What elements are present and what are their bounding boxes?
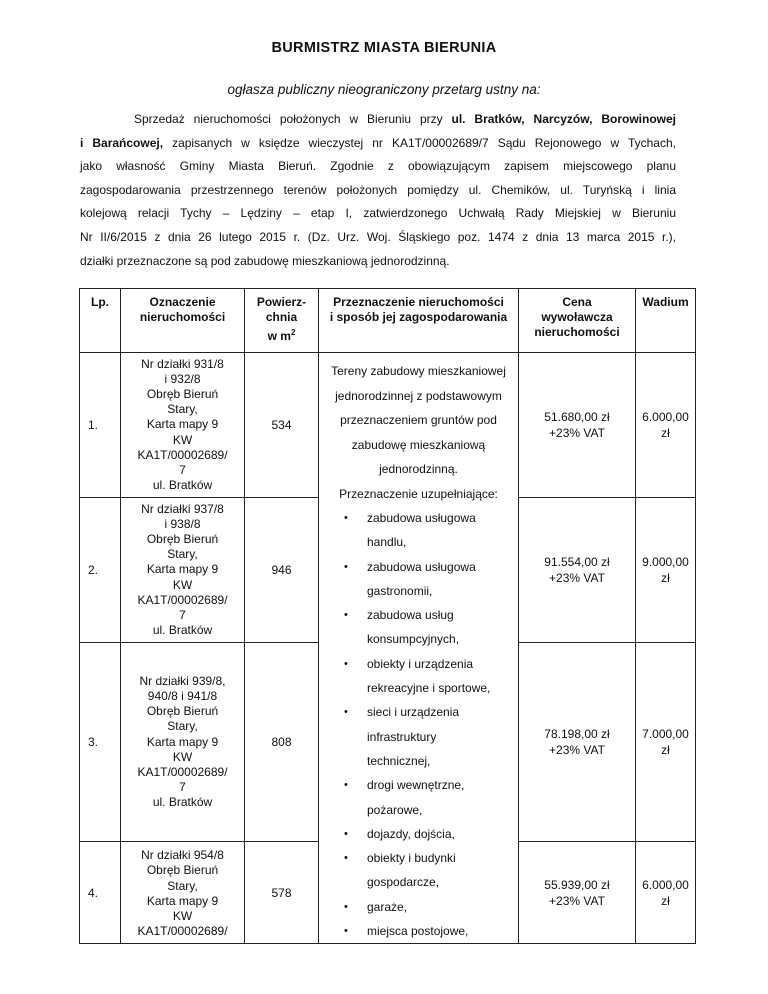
row-wadium: 9.000,00 zł bbox=[636, 498, 696, 643]
row-wadium: 6.000,00 zł bbox=[636, 842, 696, 944]
row-lp: 3. bbox=[80, 643, 121, 842]
row-wadium: 6.000,00 zł bbox=[636, 353, 696, 498]
row-oznaczenie: Nr działki 954/8 Obręb Bieruń Stary, Karta mapy 9 KW KA1T/00002689/ bbox=[121, 842, 245, 944]
header-przeznaczenie: Przeznaczenie nieruchomości i sposób jej zagospodarowania bbox=[319, 289, 519, 353]
list-item: • obiekty i budynki gospodarcze, bbox=[344, 851, 456, 890]
row-oznaczenie: Nr działki 937/8 i 938/8 Obręb Bieruń Stary, Karta mapy 9 KW KA1T/00002689/ 7 ul. Bratków bbox=[121, 498, 245, 643]
row-lp: 1. bbox=[80, 353, 121, 498]
list-item: • zabudowa usługowa gastronomii, bbox=[344, 559, 476, 598]
intro-line-6: Nr II/6/2015 z dnia 26 lutego 2015 r. (Dz. Urz. Woj. Śląskiego poz. 1474 z dnia 13 marca 2015 r.), bbox=[80, 229, 676, 244]
row-powierzchnia: 534 bbox=[245, 353, 319, 498]
intro-line-7: działki przeznaczone są pod zabudowę mieszkaniową jednorodzinną. bbox=[80, 253, 450, 268]
intro-paragraph bbox=[80, 108, 676, 273]
row-cena: 51.680,00 zł +23% VAT bbox=[519, 353, 636, 498]
row-powierzchnia: 578 bbox=[245, 842, 319, 944]
list-item: • miejsca postojowe, bbox=[344, 924, 469, 939]
row-wadium: 7.000,00 zł bbox=[636, 643, 696, 842]
row-cena: 78.198,00 zł +23% VAT bbox=[519, 643, 636, 842]
intro-line-3: jako własność Gminy Miasta Bieruń. Zgodnie z obowiązującym zapisem miejscowego planu bbox=[80, 159, 676, 174]
przeznaczenie-list bbox=[319, 506, 518, 943]
row-oznaczenie: Nr działki 939/8, 940/8 i 941/8 Obręb Bieruń Stary, Karta mapy 9 KW KA1T/00002689/ 7 ul. Bratków bbox=[121, 643, 245, 842]
table-header-row bbox=[80, 289, 696, 353]
row-oznaczenie: Nr działki 931/8 i 932/8 Obręb Bieruń Stary, Karta mapy 9 KW KA1T/00002689/ 7 ul. Bratków bbox=[121, 353, 245, 498]
header-powierzchnia: Powierz- chnia w $m^2$ bbox=[245, 289, 319, 353]
header-lp: Lp. bbox=[80, 289, 121, 353]
list-item: • zabudowa usługowa handlu, bbox=[344, 511, 476, 550]
intro-line-2: i Barańcowej, zapisanych w księdze wieczystej nr KA1T/00002689/7 Sądu Rejonowego w Tychach, bbox=[80, 135, 676, 150]
przeznaczenie-cell bbox=[319, 353, 519, 944]
row-lp: 4. bbox=[80, 842, 121, 944]
row-lp: 2. bbox=[80, 498, 121, 643]
row-cena: 55.939,00 zł +23% VAT bbox=[519, 842, 636, 944]
list-item: • garaże, bbox=[344, 899, 408, 914]
row-powierzchnia: 946 bbox=[245, 498, 319, 643]
header-wadium: Wadium bbox=[636, 289, 696, 353]
intro-line-5: kolejową relacji Tychy – Lędziny – etap I, zatwierdzonego Uchwałą Rady Miejskiej w Bieruniu bbox=[80, 206, 676, 221]
intro-line-4: zagospodarowania przestrzennego terenów położonych pomiędzy ul. Chemików, ul. Turyńską i linia bbox=[80, 182, 676, 197]
property-table bbox=[79, 288, 696, 944]
intro-line-1: Sprzedaż nieruchomości położonych w Bieruniu przy ul. Bratków, Narcyzów, Borowinowej bbox=[134, 112, 677, 126]
row-cena: 91.554,00 zł +23% VAT bbox=[519, 498, 636, 643]
table-row bbox=[80, 353, 696, 498]
header-cena: Cena wywoławcza nieruchomości bbox=[519, 289, 636, 353]
header-oznaczenie: Oznaczenie nieruchomości bbox=[121, 289, 245, 353]
list-item: • drogi wewnętrzne, pożarowe, bbox=[344, 778, 465, 817]
announcement-subtitle: ogłasza publiczny nieograniczony przetarg ustny na: bbox=[227, 82, 541, 97]
list-item: • obiekty i urządzenia rekreacyjne i sportowe, bbox=[344, 656, 491, 696]
list-item: • sieci i urządzenia infrastruktury technicznej, bbox=[344, 705, 460, 768]
page-title: BURMISTRZ MIASTA BIERUNIA bbox=[271, 40, 497, 56]
list-item: • dojazdy, dojścia, bbox=[344, 826, 455, 841]
przeznaczenie-intro: Tereny zabudowy mieszkaniowej jednorodzinnej z podstawowym przeznaczeniem gruntów pod zabudowę mieszkaniową jednorodzinną. Przeznaczenie uzupełniające: bbox=[331, 364, 506, 501]
list-item: • zabudowa usług konsumpcyjnych, bbox=[344, 608, 460, 647]
row-powierzchnia: 808 bbox=[245, 643, 319, 842]
